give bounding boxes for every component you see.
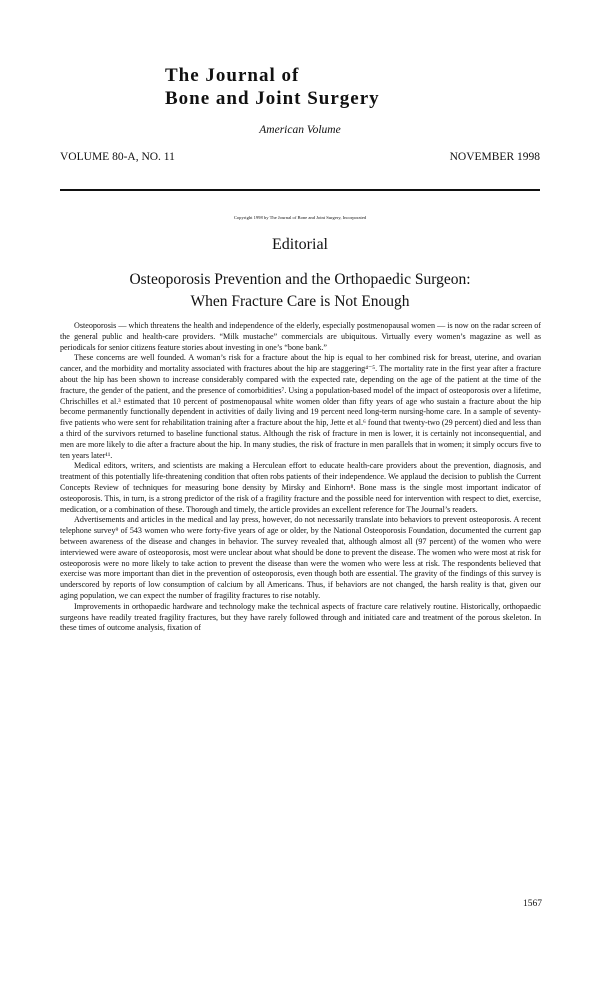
paragraph: Osteoporosis — which threatens the health and independence of the elderly, especially postmenopausal women — is now on the radar screen of the general public and health-care providers. “Milk mustache” commercials are ubiquitous. Virtually every women’s magazine as well as periodicals for senior citizens feature stories about investing in one’s “bone bank.” (60, 321, 541, 352)
journal-title (165, 64, 380, 110)
journal-title-line1: The Journal of (165, 65, 300, 86)
article-title (0, 269, 600, 313)
copyright-line: Copyright 1998 by The Journal of Bone and Joint Surgery, Incorporated (233, 215, 367, 220)
article-title-line2: When Fracture Care is Not Enough (190, 293, 410, 310)
paragraph: These concerns are well founded. A woman’s risk for a fracture about the hip is equal to her combined risk for breast, uterine, and ovarian cancer, and the morbidity and mortality associated with fractures about the hip are staggering⁴⁻⁵. The mortality rate in the first year after a fracture about the hip has been shown to increase considerably compared with the expected rate, depending on the age of the patient at the time of the fracture, the gender of the patient, and the presence of comorbidities⁷. Using a population-based model of the impact of osteoporosis over a lifetime, Chrischilles et al.³ estimated that 10 percent of postmenopausal white women older than fifty years of age who sustain a fracture about the hip become permanently functionally dependent in activities of daily living and 19 percent need long-term nursing-home care. In a sample of seventy-five patients who were sent for rehabilitation training after a fracture about the hip, Jette et al.⁶ found that twenty-two (29 percent) died and less than a third of the survivors returned to baseline functional status. Although the risk of fracture in men is lower, it is certainly not inconsequential, and men are more likely to die after a fracture about the hip. In many studies, the risk of fracture in men parallels that in women; it simply occurs five to ten years later¹¹. (60, 353, 541, 460)
article-body (60, 321, 541, 634)
header-rule (60, 189, 540, 191)
page-number: 1567 (523, 899, 542, 909)
paragraph: Medical editors, writers, and scientists are making a Herculean effort to educate health-care providers about the prevention, diagnosis, and treatment of this potentially life-threatening condition that often robs patients of their independence. We applaud the decision to publish the Current Concepts Review of techniques for measuring bone density by Mirsky and Einhorn⁸. Bone mass is the single most important indicator of osteoporosis. This, in turn, is a strong predictor of the risk of a fragility fracture and the possible need for intervention with respect to diet, exercise, medication, or a combination of these. Thorough and timely, the article provides an excellent reference for The Journal’s readers. (60, 461, 541, 514)
paragraph: Advertisements and articles in the medical and lay press, however, do not necessarily translate into behaviors to prevent osteoporosis. A recent telephone survey⁹ of 543 women who were forty-five years of age or older, by the National Osteoporosis Foundation, documented the current gap between awareness of the disease and changes in behavior. The survey revealed that, although almost all (97 percent) of the women who were interviewed were aware of osteoporosis, most were unclear about what should be done to prevent the disease. The women who were most at risk for osteoporosis were no more likely to take action to prevent the disease than were the women who were less at risk. The respondents believed that exercise was more important than diet in the prevention of osteoporosis, even though both are essential. The gravity of the findings of this survey is underscored by reports of low consumption of calcium by all Americans. Thus, if behaviors are not changed, the harsh reality is that, given our aging population, we can expect the number of fragility fractures to rise notably. (60, 515, 541, 600)
journal-subtitle: American Volume (259, 124, 341, 136)
section-heading: Editorial (272, 236, 328, 253)
issue-date: NOVEMBER 1998 (449, 151, 540, 163)
article-title-line1: Osteoporosis Prevention and the Orthopaedic Surgeon: (129, 271, 471, 288)
volume-number: VOLUME 80-A, NO. 11 (60, 151, 175, 163)
paragraph: Improvements in orthopaedic hardware and technology make the technical aspects of fracture care relatively routine. Historically, orthopaedic surgeons have readily treated fragility fractures, but they have rarely followed through and initiated care and treatment of the porous skeleton. In these times of outcome analysis, fixation of (60, 601, 541, 633)
journal-title-line2: Bone and Joint Surgery (165, 88, 380, 109)
